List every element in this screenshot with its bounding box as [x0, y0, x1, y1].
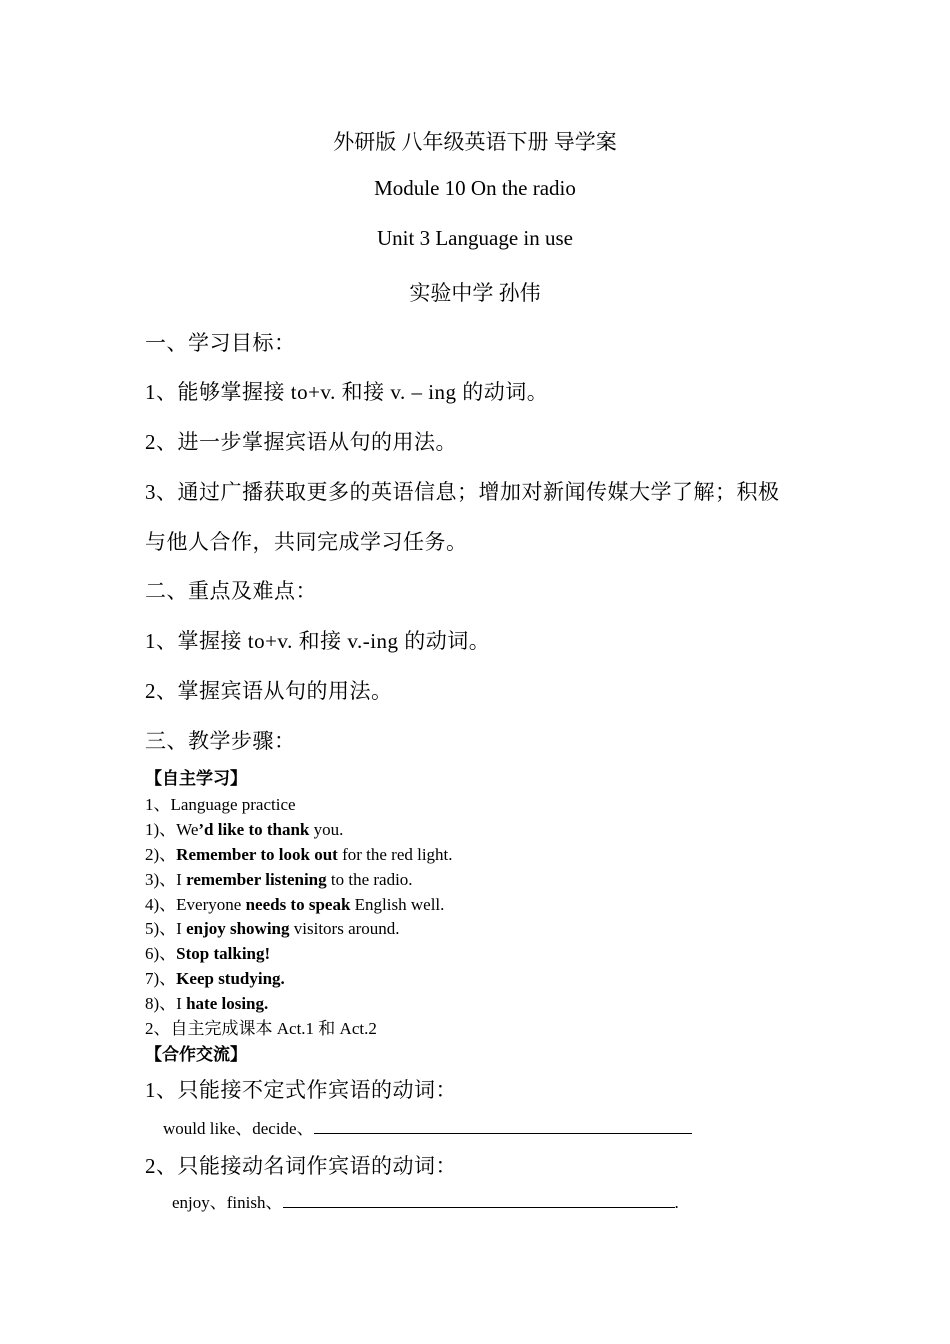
goal-item: 2、进一步掌握宾语从句的用法。 [145, 430, 457, 454]
question-1: 1、只能接不定式作宾语的动词： [145, 1078, 457, 1102]
unit-title: Unit 3 Language in use [377, 226, 573, 250]
doc-title: 外研版 八年级英语下册 导学案 [333, 130, 617, 154]
practice-sentence: 3)、I remember listening to the radio. [145, 870, 413, 889]
keypoint-item: 2、掌握宾语从句的用法。 [145, 679, 393, 703]
practice-sentence: 7)、Keep studying. [145, 969, 285, 988]
keypoints-heading: 二、重点及难点： [145, 579, 317, 603]
goal-item: 1、能够掌握接 to+v. 和接 v. – ing 的动词。 [145, 380, 549, 404]
practice-title: 1、Language practice [145, 795, 296, 814]
author-line: 实验中学 孙伟 [409, 281, 541, 305]
fill-blank[interactable] [283, 1206, 675, 1208]
practice-sentence: 1)、We’d like to thank you. [145, 820, 344, 839]
goal-item: 与他人合作，共同完成学习任务。 [145, 530, 468, 554]
steps-heading: 三、教学步骤： [145, 729, 296, 753]
keypoint-item: 1、掌握接 to+v. 和接 v.-ing 的动词。 [145, 629, 491, 653]
self-study-label: 【自主学习】 [145, 769, 247, 789]
goals-heading: 一、学习目标： [145, 331, 296, 355]
practice-sentence: 2)、Remember to look out for the red light. [145, 845, 453, 864]
goal-item: 3、通过广播获取更多的英语信息；增加对新闻传媒大学了解；积极 [145, 480, 780, 504]
module-title: Module 10 On the radio [374, 176, 576, 200]
practice-sentence: 6)、Stop talking! [145, 944, 271, 963]
practice-sentence: 4)、Everyone needs to speak English well. [145, 895, 445, 914]
cooperation-label: 【合作交流】 [145, 1045, 247, 1065]
answer-line-2: enjoy、finish、 . [172, 1193, 679, 1212]
question-2: 2、只能接动名词作宾语的动词： [145, 1154, 457, 1178]
practice-sentence: 8)、I hate losing. [145, 994, 269, 1013]
fill-blank[interactable] [314, 1132, 692, 1134]
practice-sentence: 5)、I enjoy showing visitors around. [145, 919, 400, 938]
answer-line-1: would like、decide、 [163, 1114, 692, 1139]
self-study-task: 2、自主完成课本 Act.1 和 Act.2 [145, 1019, 377, 1038]
